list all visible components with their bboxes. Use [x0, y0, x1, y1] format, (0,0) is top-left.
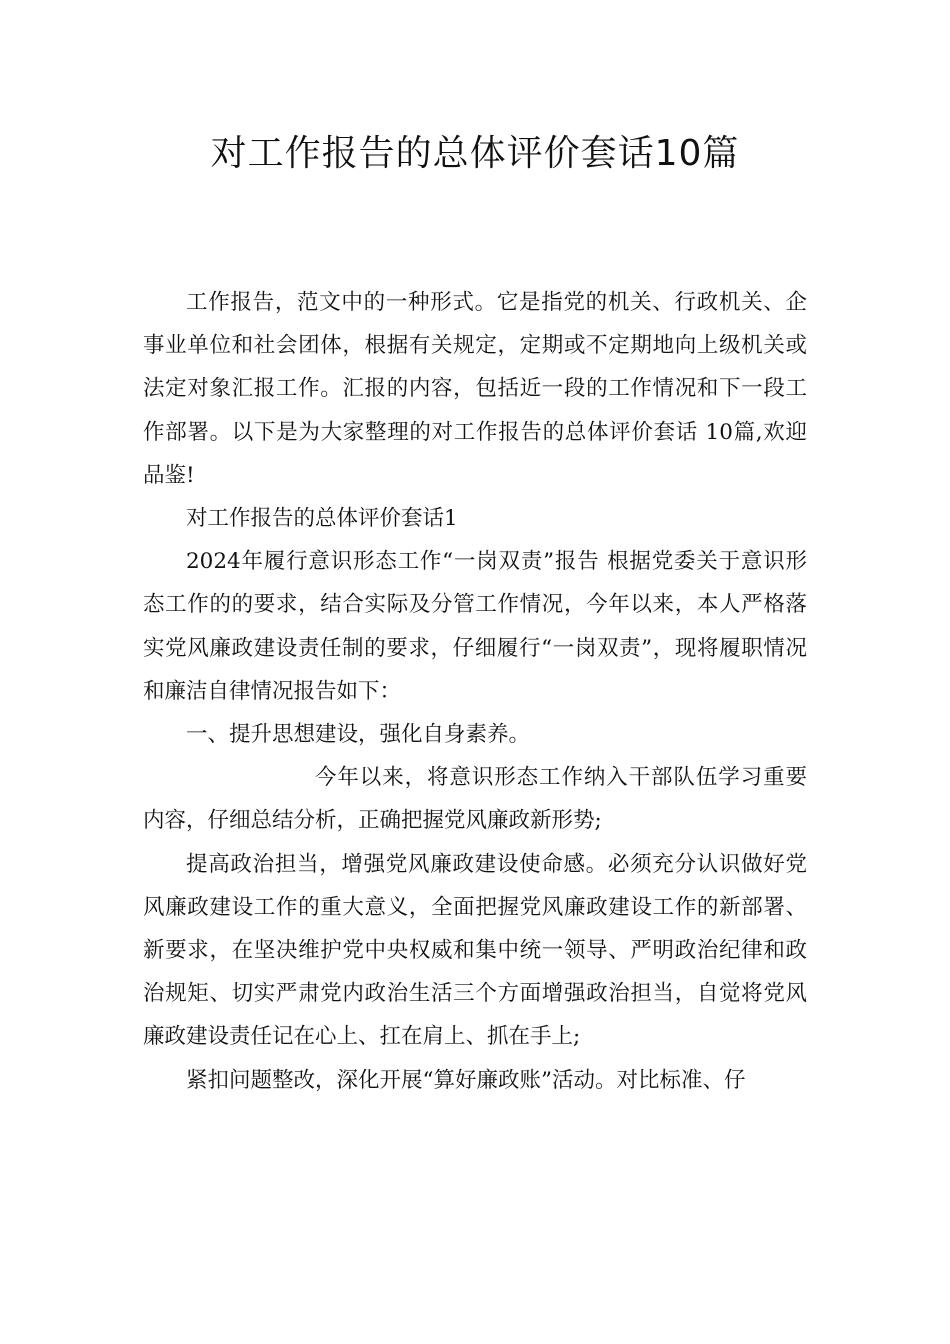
subheading: 一、提升思想建设，强化自身素养。	[186, 722, 531, 748]
intro-paragraph: 工作报告，范文中的一种形式。它是指党的机关、行政机关、企事业单位和社会团体，根据有关规定，定期或不定期地向上级机关或法定对象汇报工作。汇报的内容，包括近一段的工作情况和下一段工作部署。以下是为大家整理的对工作报告的总体评价套话 10篇,欢迎品鉴!	[143, 290, 807, 488]
body-paragraph: 2024年履行意识形态工作“一岗双责”报告 根据党委关于意识形态工作的的要求，结合实际及分管工作情况，今年以来，本人严格落实党风廉政建设责任制的要求，仔细履行“一岗双责”，现将履职情况和廉洁自律情况报告如下：	[143, 549, 807, 704]
body-paragraph: 紧扣问题整改，深化开展“算好廉政账”活动。对比标准、仔	[186, 1067, 746, 1093]
section-heading: 对工作报告的总体评价套话1	[186, 506, 458, 532]
body-paragraph: 提高政治担当，增强党风廉政建设使命感。必须充分认识做好党风廉政建设工作的重大意义，全面把握党风廉政建设工作的新部署、新要求，在坚决维护党中央权威和集中统一领导、严明政治纪律和政治规矩、切实严肃党内政治生活三个方面增强政治担当，自觉将党风廉政建设责任记在心上、扛在肩上、抓在手上;	[143, 851, 807, 1050]
document-title: 对工作报告的总体评价套话10篇	[210, 133, 740, 174]
document-body	[143, 281, 807, 1102]
body-paragraph: 今年以来，将意识形态工作纳入干部队伍学习重要内容，仔细总结分析，正确把握党风廉政新形势;	[143, 765, 807, 834]
